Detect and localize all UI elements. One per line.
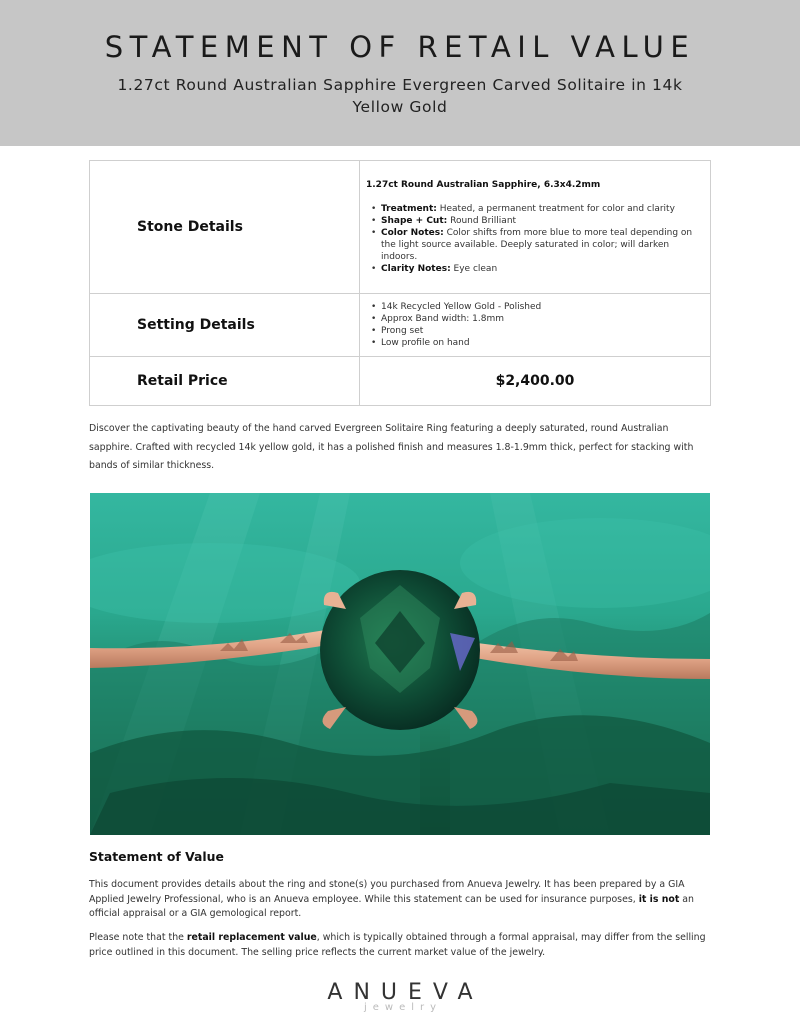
setting-details-list <box>366 301 702 349</box>
value-note-paragraph <box>89 931 711 960</box>
item-key: Treatment: <box>381 204 437 214</box>
list-item: • Prong set <box>366 325 702 337</box>
ring-image <box>90 493 710 835</box>
text-run: an official appraisal or a GIA gemological report. <box>89 893 694 919</box>
item-value: Color shifts from more blue to more teal depending on the light source available. Deeply saturated in color; will darken indoors. <box>381 228 693 262</box>
statement-paragraph <box>89 878 711 922</box>
page-title: STATEMENT OF RETAIL VALUE <box>104 30 696 64</box>
retail-price-row <box>90 357 711 406</box>
setting-details-label: Setting Details <box>90 294 360 357</box>
emphasis-text: retail replacement value <box>186 932 317 943</box>
brand-logo <box>290 980 510 1013</box>
header-banner <box>0 0 800 146</box>
list-item <box>366 227 702 263</box>
text-run: Please note that the <box>89 932 187 943</box>
item-value: Round Brilliant <box>447 216 517 226</box>
list-item <box>366 215 702 227</box>
details-table <box>89 160 711 406</box>
item-value: Heated, a permanent treatment for color and clarity <box>436 204 675 214</box>
item-key: Color Notes: <box>381 228 444 238</box>
statement-heading: Statement of Value <box>89 849 224 864</box>
list-item: • Low profile on hand <box>366 337 702 349</box>
text-run: This document provides details about the ring and stone(s) you purchased from Anueva Jewelry. It has been prepared by a GIA Applied Jewelry Professional, who is an Anueva employee. While this statement can be used for insurance purposes, <box>89 879 685 905</box>
item-key: Shape + Cut: <box>381 216 448 226</box>
setting-details-content <box>360 294 711 357</box>
logo-wordmark: ANUEVA <box>327 980 484 1005</box>
stone-details-label: Stone Details <box>90 161 360 294</box>
list-item: • 14k Recycled Yellow Gold - Polished <box>366 301 702 313</box>
item-key: Clarity Notes: <box>381 264 451 274</box>
product-photo <box>90 493 710 835</box>
product-description: Discover the captivating beauty of the hand carved Evergreen Solitaire Ring featuring a deeply saturated, round Australian sapphire. Crafted with recycled 14k yellow gold, it has a polished finish and measures 1.8-1.9mm thick, perfect for stacking with bands of similar thickness. <box>89 423 694 471</box>
stone-details-list <box>366 203 702 275</box>
text-run: , which is typically obtained through a formal appraisal, may differ from the selling price outlined in this document. The selling price reflects the current market value of the jewelry. <box>89 932 706 958</box>
stone-title: 1.27ct Round Australian Sapphire, 6.3x4.2mm <box>366 180 601 190</box>
item-value: Eye clean <box>450 264 498 274</box>
retail-price-label: Retail Price <box>90 357 360 406</box>
retail-price-value: $2,400.00 <box>360 357 711 406</box>
list-item <box>366 263 702 275</box>
list-item: • Approx Band width: 1.8mm <box>366 313 702 325</box>
setting-details-row <box>90 294 711 357</box>
logo-subtitle: jewelry <box>363 1002 443 1013</box>
emphasis-text: it is not <box>638 893 680 905</box>
stone-details-content <box>360 161 711 294</box>
page-subtitle: 1.27ct Round Australian Sapphire Evergreen Carved Solitaire in 14k Yellow Gold <box>117 76 683 116</box>
list-item <box>366 203 702 215</box>
stone-details-row <box>90 161 711 294</box>
